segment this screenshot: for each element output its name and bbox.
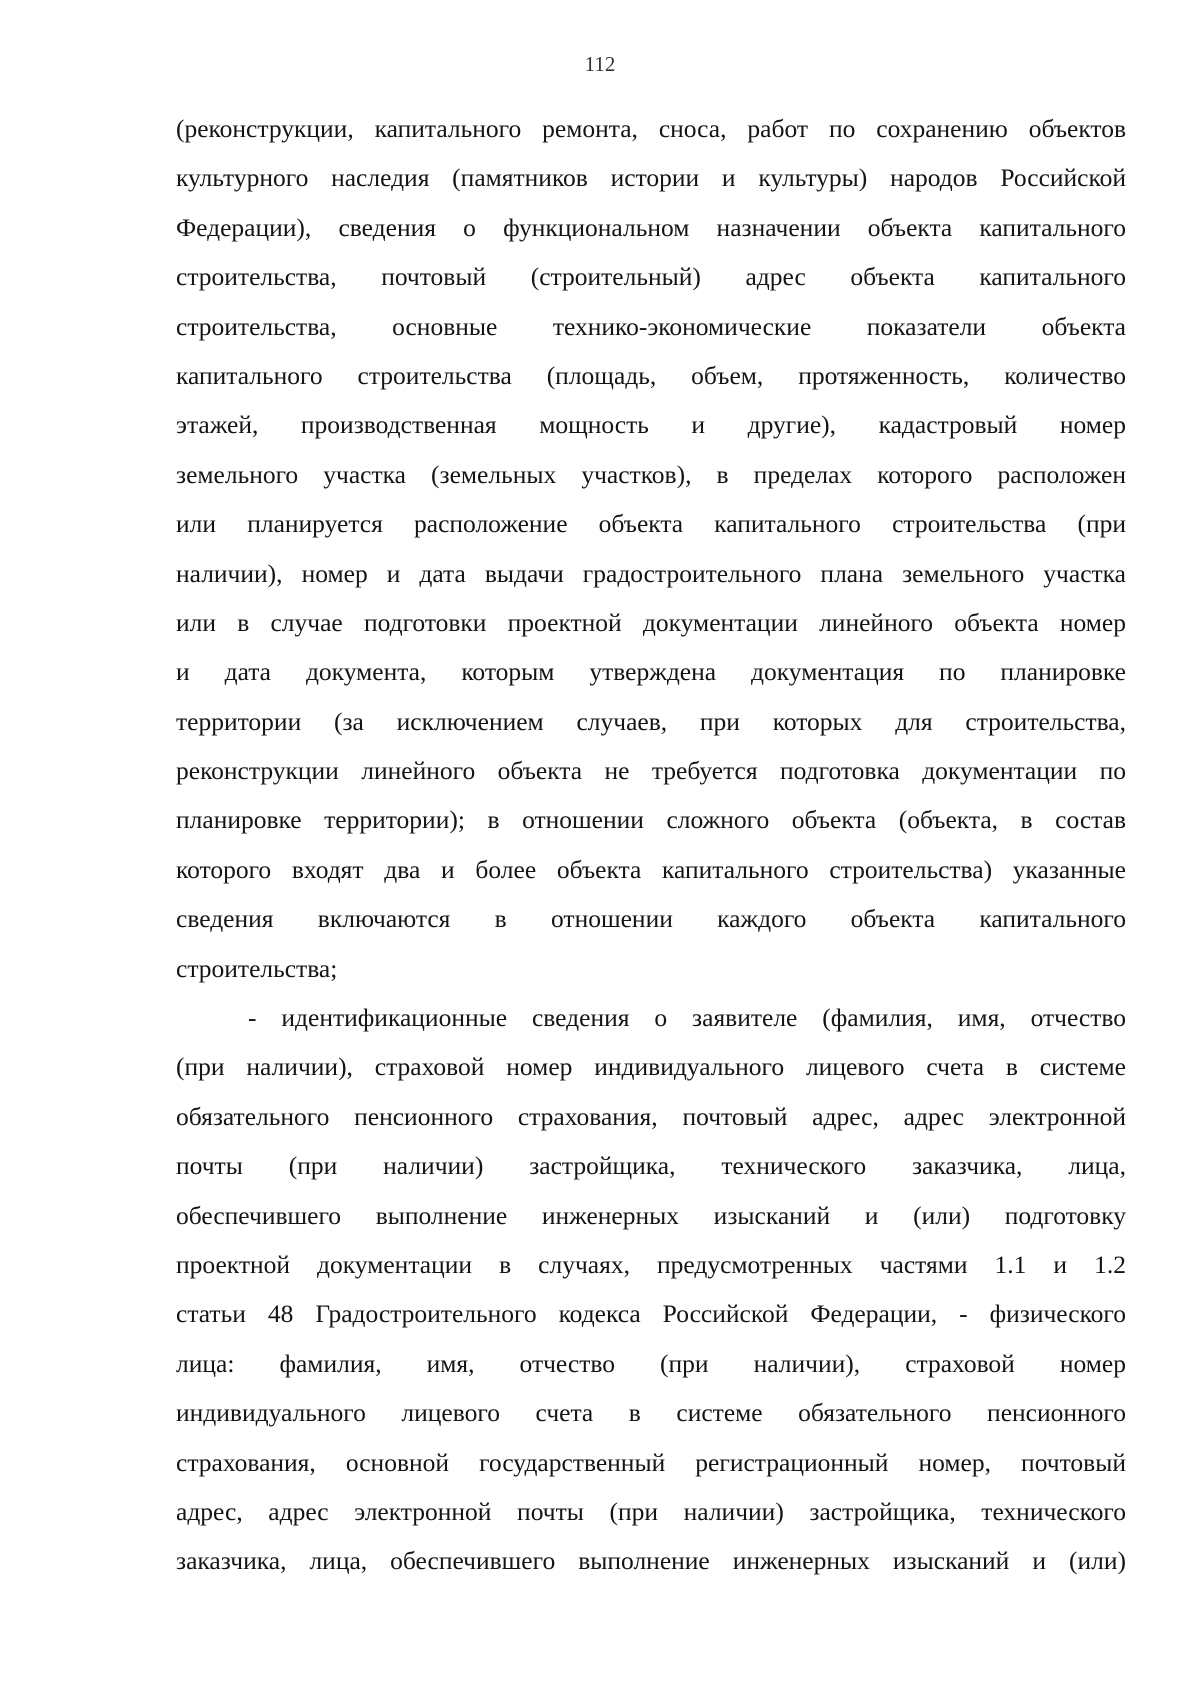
text-line: обязательного пенсионного страхования, почтовый адрес, адрес электронной bbox=[176, 1101, 1126, 1131]
text-line: страхования, основной государственный регистрационный номер, почтовый bbox=[176, 1447, 1126, 1477]
text-line: заказчика, лица, обеспечившего выполнение инженерных изысканий и (или) bbox=[176, 1546, 1126, 1576]
text-line: земельного участка (земельных участков), в пределах которого расположен bbox=[176, 459, 1126, 489]
text-line: реконструкции линейного объекта не требуется подготовка документации по bbox=[176, 756, 1126, 786]
text-line: статьи 48 Градостроительного кодекса Российской Федерации, - физического bbox=[176, 1299, 1126, 1329]
text-line: капитального строительства (площадь, объем, протяженность, количество bbox=[176, 360, 1126, 390]
text-line: строительства; bbox=[176, 953, 338, 983]
text-line: или планируется расположение объекта капитального строительства (при bbox=[176, 509, 1126, 539]
body-text bbox=[176, 104, 1126, 1586]
text-line: которого входят два и более объекта капитального строительства) указанные bbox=[176, 854, 1126, 884]
text-line: обеспечившего выполнение инженерных изысканий и (или) подготовку bbox=[176, 1200, 1126, 1230]
text-line: - идентификационные сведения о заявителе (фамилия, имя, отчество bbox=[248, 1003, 1126, 1033]
text-line: строительства, почтовый (строительный) адрес объекта капитального bbox=[176, 262, 1126, 292]
text-line: и дата документа, которым утверждена документация по планировке bbox=[176, 657, 1126, 687]
page-number: 112 bbox=[584, 52, 616, 76]
text-line: планировке территории); в отношении сложного объекта (объекта, в состав bbox=[176, 805, 1126, 835]
text-line: территории (за исключением случаев, при которых для строительства, bbox=[176, 706, 1126, 736]
text-line: культурного наследия (памятников истории и культуры) народов Российской bbox=[176, 163, 1126, 193]
text-line: сведения включаются в отношении каждого объекта капитального bbox=[176, 904, 1126, 934]
text-line: индивидуального лицевого счета в системе обязательного пенсионного bbox=[176, 1398, 1126, 1428]
text-line: лица: фамилия, имя, отчество (при наличии), страховой номер bbox=[176, 1348, 1126, 1378]
text-line: проектной документации в случаях, предусмотренных частями 1.1 и 1.2 bbox=[176, 1249, 1126, 1279]
text-line: адрес, адрес электронной почты (при наличии) застройщика, технического bbox=[176, 1496, 1126, 1526]
text-line: (реконструкции, капитального ремонта, сноса, работ по сохранению объектов bbox=[176, 114, 1126, 143]
text-line: или в случае подготовки проектной документации линейного объекта номер bbox=[176, 607, 1126, 637]
text-line: (при наличии), страховой номер индивидуального лицевого счета в системе bbox=[176, 1052, 1126, 1082]
text-line: наличии), номер и дата выдачи градостроительного плана земельного участка bbox=[176, 558, 1126, 588]
text-line: этажей, производственная мощность и другие), кадастровый номер bbox=[176, 410, 1126, 440]
text-line: строительства, основные технико-экономические показатели объекта bbox=[176, 311, 1126, 341]
text-line: почты (при наличии) застройщика, технического заказчика, лица, bbox=[176, 1151, 1126, 1181]
text-line: Федерации), сведения о функциональном назначении объекта капитального bbox=[176, 212, 1126, 242]
